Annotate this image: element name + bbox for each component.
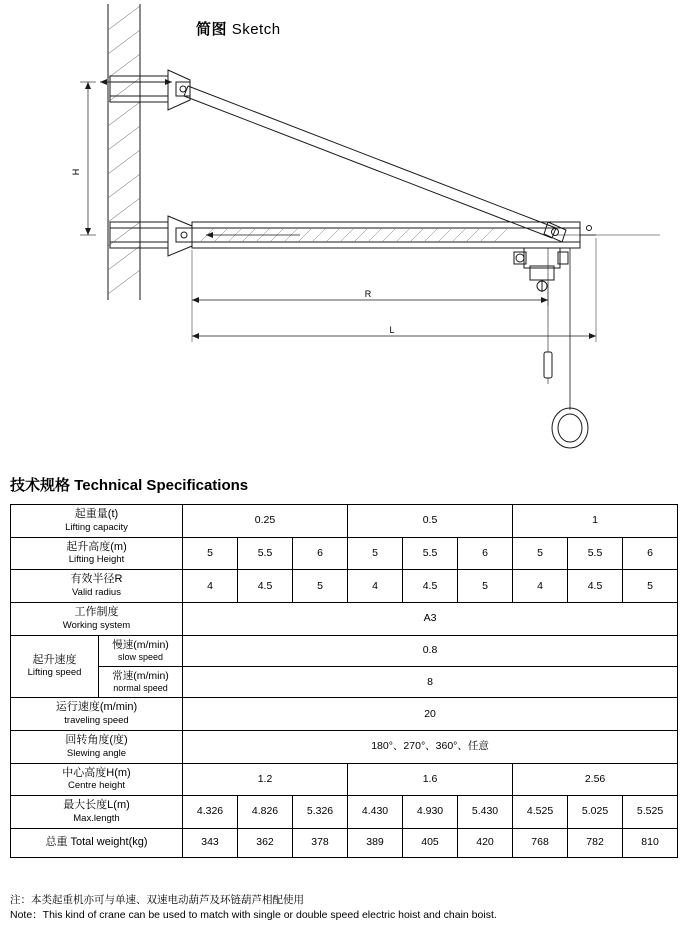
cell-weight-4: 405 — [403, 828, 458, 857]
row-header-lifting-capacity — [11, 505, 183, 538]
cell-slewing-angle: 180°、270°、360°、任意 — [183, 730, 678, 763]
cell-slow-speed: 0.8 — [183, 635, 678, 666]
row-subheader-en: normal speed — [113, 683, 168, 693]
row-header-en: Slewing angle — [66, 747, 127, 759]
sketch-title-en: Sketch — [231, 21, 281, 38]
row-header-lifting-speed — [11, 635, 99, 698]
cell-weight-8: 810 — [623, 828, 678, 857]
row-header-en: Lifting speed — [27, 667, 82, 679]
cell-height-1: 5.5 — [238, 537, 293, 570]
row-header-lifting-height — [11, 537, 183, 570]
cell-capacity-2: 1 — [513, 505, 678, 538]
cell-working-system: A3 — [183, 602, 678, 635]
row-header-cn: 起升速度 — [32, 653, 77, 666]
row-header-cn: 最大长度L(m) — [63, 799, 130, 812]
row-header-en: Valid radius — [72, 587, 121, 598]
cell-maxlength-4: 4.930 — [403, 796, 458, 829]
cell-centre-height-0: 1.2 — [183, 763, 348, 796]
cell-height-2: 6 — [293, 537, 348, 570]
cell-maxlength-0: 4.326 — [183, 796, 238, 829]
sketch-title-cn: 简图 — [196, 21, 228, 38]
row-header-cn: 工作制度 — [74, 605, 119, 618]
cell-height-8: 6 — [623, 537, 678, 570]
row-header-traveling-speed — [11, 698, 183, 731]
cell-capacity-1: 0.5 — [348, 505, 513, 538]
cell-radius-3: 4 — [348, 570, 403, 603]
cell-weight-7: 782 — [568, 828, 623, 857]
row-header-cn: 起重量(t) — [74, 508, 119, 520]
table-row — [11, 666, 678, 697]
cell-weight-6: 768 — [513, 828, 568, 857]
cell-maxlength-6: 4.525 — [513, 796, 568, 829]
cell-radius-0: 4 — [183, 570, 238, 603]
row-header-working-system — [11, 602, 183, 635]
table-row — [11, 698, 678, 731]
cell-centre-height-1: 1.6 — [348, 763, 513, 796]
row-header-valid-radius — [11, 570, 183, 603]
row-header-cn: 有效半径R — [70, 573, 123, 586]
specs-heading — [10, 474, 248, 495]
row-header-en: Max.length — [73, 812, 120, 824]
row-header-en: Lifting Height — [68, 554, 125, 566]
cell-weight-1: 362 — [238, 828, 293, 857]
cell-radius-7: 4.5 — [568, 570, 623, 603]
row-header-cn: 回转角度(度) — [65, 733, 128, 746]
table-row — [11, 730, 678, 763]
cell-radius-1: 4.5 — [238, 570, 293, 603]
cell-traveling-speed: 20 — [183, 698, 678, 731]
row-header-total-weight — [11, 828, 183, 857]
row-subheader-cn: 常速(m/min) — [112, 669, 169, 682]
cell-radius-5: 5 — [458, 570, 513, 603]
footnote-line-en: Note：This kind of crane can be used to match with single or double speed electric hoist and chain boist. — [10, 909, 497, 922]
cell-weight-2: 378 — [293, 828, 348, 857]
cell-weight-0: 343 — [183, 828, 238, 857]
table-row — [11, 796, 678, 829]
table-row — [11, 505, 678, 538]
dimension-label-h: H — [71, 168, 81, 176]
dimension-label-r: R — [364, 289, 372, 299]
cell-weight-5: 420 — [458, 828, 513, 857]
cell-maxlength-2: 5.326 — [293, 796, 348, 829]
cell-maxlength-1: 4.826 — [238, 796, 293, 829]
cell-centre-height-2: 2.56 — [513, 763, 678, 796]
row-header-cn: 运行速度(m/min) — [55, 701, 138, 714]
row-header-cn: 起升高度(m) — [66, 540, 127, 553]
footnote-line-cn: 注：本类起重机亦可与单速、双速电动葫芦及环链葫芦相配使用 — [10, 894, 304, 906]
cell-maxlength-5: 5.430 — [458, 796, 513, 829]
dimension-label-l: L — [389, 325, 395, 335]
cell-maxlength-3: 4.430 — [348, 796, 403, 829]
table-row — [11, 763, 678, 796]
cell-height-3: 5 — [348, 537, 403, 570]
row-header-slewing-angle — [11, 730, 183, 763]
row-header-en: Centre height — [67, 780, 126, 792]
row-header-en: Lifting capacity — [65, 521, 128, 533]
cell-height-4: 5.5 — [403, 537, 458, 570]
row-header-max-length — [11, 796, 183, 829]
specs-heading-cn: 技术规格 — [10, 477, 71, 494]
cell-normal-speed: 8 — [183, 666, 678, 697]
row-header-en: traveling speed — [64, 715, 129, 726]
row-subheader-normal-speed — [99, 666, 183, 697]
row-subheader-en: slow speed — [117, 651, 164, 662]
table-row — [11, 602, 678, 635]
table-row — [11, 570, 678, 603]
row-header-en: Working system — [62, 619, 131, 631]
cell-height-5: 6 — [458, 537, 513, 570]
row-subheader-cn: 慢速(m/min) — [112, 638, 169, 651]
cell-capacity-0: 0.25 — [183, 505, 348, 538]
table-row — [11, 635, 678, 666]
cell-radius-4: 4.5 — [403, 570, 458, 603]
specs-heading-en: Technical Specifications — [74, 477, 249, 494]
cell-height-6: 5 — [513, 537, 568, 570]
cell-weight-3: 389 — [348, 828, 403, 857]
table-row — [11, 828, 678, 857]
technical-specifications-table — [10, 504, 678, 858]
cell-maxlength-7: 5.025 — [568, 796, 623, 829]
cell-radius-2: 5 — [293, 570, 348, 603]
footnote — [10, 893, 670, 923]
cell-radius-8: 5 — [623, 570, 678, 603]
row-header-cn: 中心高度H(m) — [62, 766, 131, 779]
cell-height-7: 5.5 — [568, 537, 623, 570]
row-header-cn: 总重 Total weight(kg) — [45, 835, 148, 848]
cell-height-0: 5 — [183, 537, 238, 570]
row-header-centre-height — [11, 763, 183, 796]
table-row — [11, 537, 678, 570]
cell-radius-6: 4 — [513, 570, 568, 603]
cell-maxlength-8: 5.525 — [623, 796, 678, 829]
row-subheader-slow-speed — [99, 635, 183, 666]
